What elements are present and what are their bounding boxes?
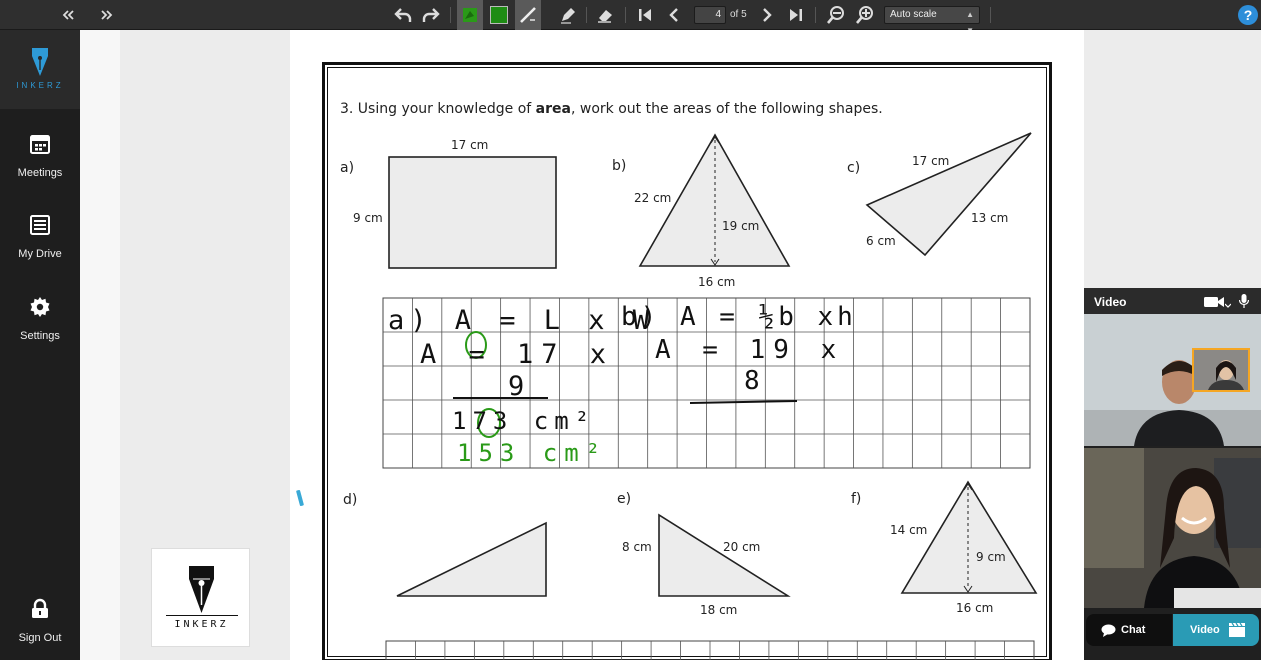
dimension-label: 16 cm	[956, 601, 994, 615]
question-text-bold: area	[535, 101, 571, 117]
rectangle-shape	[389, 157, 556, 268]
dimension-label: 17 cm	[912, 154, 950, 168]
shape-letter: b)	[612, 158, 627, 174]
dimension-label: 14 cm	[890, 523, 928, 537]
triangle-f-shape	[902, 482, 1036, 593]
handwriting-a-line4: 173 cm²	[452, 407, 596, 435]
dimension-label: 16 cm	[698, 275, 736, 289]
microphone-icon[interactable]	[1239, 294, 1249, 309]
zoom-select-value: Auto scale	[890, 9, 937, 20]
video-panel	[1084, 288, 1261, 660]
dimension-label: 9 cm	[353, 211, 383, 225]
clapperboard-icon	[1229, 623, 1245, 637]
chat-bubble-icon	[1101, 624, 1116, 637]
shape-letter: d)	[343, 492, 358, 508]
dimension-label: 20 cm	[723, 540, 761, 554]
shape-letter: a)	[340, 160, 355, 176]
dimension-label: 19 cm	[722, 219, 760, 233]
brand-logo-text: INKERZ	[174, 619, 229, 630]
dimension-label: 8 cm	[622, 540, 652, 554]
sidebar-item-label: Sign Out	[18, 632, 62, 644]
sidebar-item-label: Meetings	[17, 167, 63, 179]
dimension-label: 9 cm	[976, 550, 1006, 564]
sidebar-item-label: My Drive	[18, 248, 62, 260]
self-view-silhouette	[1194, 350, 1248, 390]
dimension-label: 13 cm	[971, 211, 1009, 225]
video-panel-title: Video	[1094, 295, 1127, 309]
triangle-e-shape	[659, 515, 788, 596]
chevron-down-icon[interactable]	[1225, 303, 1231, 308]
tab-video-label: Video	[1190, 624, 1220, 636]
page-number-input[interactable]: 4	[694, 6, 726, 24]
sidebar-item-label: Settings	[20, 330, 60, 342]
tab-video[interactable]	[1173, 614, 1259, 646]
triangle-d-shape	[397, 523, 546, 596]
handwriting-a-line3: 9	[508, 371, 525, 402]
handwriting-a-line2: A = 17 x	[420, 339, 615, 370]
question-text-start: 3. Using your knowledge of	[340, 101, 536, 117]
handwriting-a-line1: a) A = L x W	[388, 305, 656, 336]
shape-letter: f)	[851, 491, 862, 507]
question-text-end: , work out the areas of the following shapes.	[570, 101, 883, 117]
video-panel-header	[1084, 288, 1261, 314]
handwriting-a-answer: 153 cm²	[457, 439, 608, 467]
shape-letter: e)	[617, 491, 632, 507]
sidebar-logo-text: INKERZ	[16, 81, 64, 90]
participant-silhouette	[1084, 448, 1261, 608]
dimension-label: 22 cm	[634, 191, 672, 205]
panel-tabs	[1084, 614, 1261, 646]
working-line-b	[690, 401, 797, 403]
shape-letter: c)	[847, 160, 861, 176]
tab-chat-label: Chat	[1121, 624, 1146, 636]
camera-icon[interactable]	[1204, 296, 1226, 308]
bottom-grid	[386, 641, 1034, 660]
handwriting-b-line1: b) A = ½b xh	[621, 302, 857, 332]
video-feed-remote	[1084, 314, 1261, 446]
dimension-label: 18 cm	[700, 603, 738, 617]
handwriting-b-line3: 8	[744, 366, 760, 396]
video-feed-self-thumbnail[interactable]	[1192, 348, 1250, 392]
dimension-label: 6 cm	[866, 234, 896, 248]
tab-chat[interactable]	[1086, 614, 1172, 646]
handwriting-b-line2: A = 19 x	[655, 335, 845, 365]
dimension-label: 17 cm	[451, 138, 489, 152]
help-button[interactable]: ?	[1238, 5, 1258, 25]
page-count: of 5	[730, 9, 747, 20]
video-feed-participant	[1084, 448, 1261, 608]
select-arrows-icon: ▲	[966, 10, 974, 19]
